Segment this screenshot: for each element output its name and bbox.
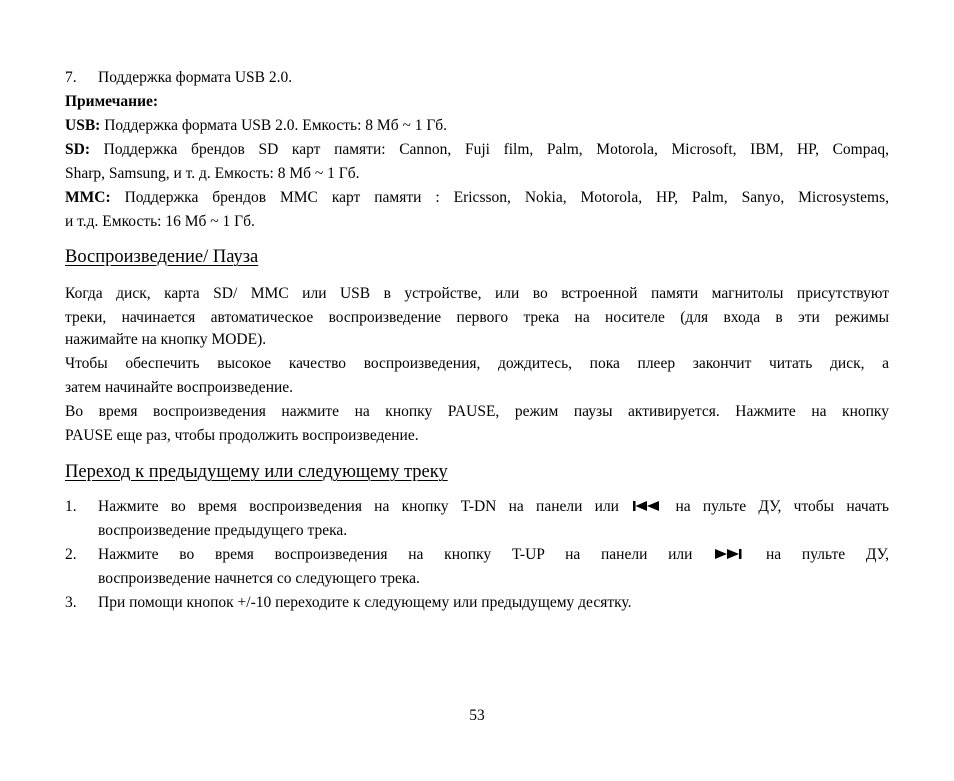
item-text: на пульте ДУ, bbox=[745, 546, 889, 563]
playback-paragraph-3-line-1 bbox=[65, 400, 889, 424]
note-sd-text-2: Sharp, Samsung, и т. д. Емкость: 8 Мб ~ 1 Гб. bbox=[65, 165, 360, 182]
usb-support-item bbox=[65, 66, 889, 90]
item-text: на пульте ДУ, чтобы начать bbox=[663, 498, 890, 515]
note-mmc-line-1 bbox=[65, 186, 889, 210]
note-title bbox=[65, 90, 889, 114]
note-usb-label: USB: bbox=[65, 117, 101, 134]
item-text: Нажмите во время воспроизведения на кнопку T-DN на панели или bbox=[98, 498, 632, 515]
paragraph-text: PAUSE еще раз, чтобы продолжить воспроизведение. bbox=[65, 427, 419, 444]
item-text: воспроизведение начнется со следующего трека. bbox=[98, 570, 420, 587]
item-text: Нажмите во время воспроизведения на кнопку T-UP на панели или bbox=[98, 546, 714, 563]
item-number: 3. bbox=[65, 594, 77, 611]
page-number: 53 bbox=[469, 707, 485, 724]
note-sd-label: SD: bbox=[65, 141, 90, 158]
note-sd-line-2 bbox=[65, 162, 889, 186]
track-item-3-line-1 bbox=[65, 591, 889, 615]
paragraph-text: Когда диск, карта SD/ MMC или USB в устройстве, или во встроенной памяти магнитолы присутствуют bbox=[65, 285, 889, 302]
playback-paragraph-1-line-1 bbox=[65, 282, 889, 306]
track-item-2-line-1 bbox=[65, 543, 889, 567]
playback-paragraph-2-line-1 bbox=[65, 352, 889, 376]
item-text: воспроизведение предыдущего трека. bbox=[98, 522, 348, 539]
paragraph-text: нажимайте на кнопку MODE). bbox=[65, 331, 267, 348]
note-mmc-label: MMC: bbox=[65, 189, 111, 206]
note-usb-line bbox=[65, 114, 889, 138]
item-text: При помощи кнопок +/-10 переходите к следующему или предыдущему десятку. bbox=[98, 594, 632, 611]
skip-previous-icon bbox=[633, 495, 661, 519]
playback-paragraph-2-line-2 bbox=[65, 376, 889, 400]
track-item-1-line-2 bbox=[98, 519, 889, 543]
note-title-text: Примечание: bbox=[65, 93, 159, 110]
note-mmc-text-2: и т.д. Емкость: 16 Мб ~ 1 Гб. bbox=[65, 213, 255, 230]
playback-paragraph-1-line-2 bbox=[65, 306, 889, 330]
item-number: 2. bbox=[65, 546, 77, 563]
track-item-1-text bbox=[98, 495, 889, 519]
track-item-1-line-1 bbox=[65, 495, 889, 519]
note-sd-text-1: Поддержка брендов SD карт памяти: Cannon, Fuji film, Palm, Motorola, Microsoft, IBM, HP, Compaq, bbox=[89, 141, 889, 158]
item-number: 7. bbox=[65, 69, 77, 86]
item-number: 1. bbox=[65, 498, 77, 515]
item-text: Поддержка формата USB 2.0. bbox=[98, 69, 293, 86]
track-item-2-text bbox=[98, 543, 889, 567]
skip-next-icon bbox=[715, 543, 743, 567]
paragraph-text: треки, начинается автоматическое воспроизведение первого трека на носителе (для входа в эти режимы bbox=[65, 309, 889, 326]
track-item-2-line-2 bbox=[98, 567, 889, 591]
note-sd-line-1 bbox=[65, 138, 889, 162]
track-navigation-heading: Переход к предыдущему или следующему треку bbox=[65, 462, 448, 482]
playback-paragraph-1-line-3 bbox=[65, 328, 889, 352]
note-mmc-text-1: Поддержка брендов MMC карт памяти : Ericsson, Nokia, Motorola, HP, Palm, Sanyo, Microsystems, bbox=[110, 189, 889, 206]
paragraph-text: Чтобы обеспечить высокое качество воспроизведения, дождитесь, пока плеер закончит читать диск, а bbox=[65, 355, 889, 372]
paragraph-text: Во время воспроизведения нажмите на кнопку PAUSE, режим паузы активируется. Нажмите на кнопку bbox=[65, 403, 889, 420]
playback-heading: Воспроизведение/ Пауза bbox=[65, 247, 259, 267]
note-mmc-line-2 bbox=[65, 210, 889, 234]
playback-paragraph-3-line-2 bbox=[65, 424, 889, 448]
paragraph-text: затем начинайте воспроизведение. bbox=[65, 379, 294, 396]
note-usb-text: Поддержка формата USB 2.0. Емкость: 8 Мб ~ 1 Гб. bbox=[100, 117, 448, 134]
